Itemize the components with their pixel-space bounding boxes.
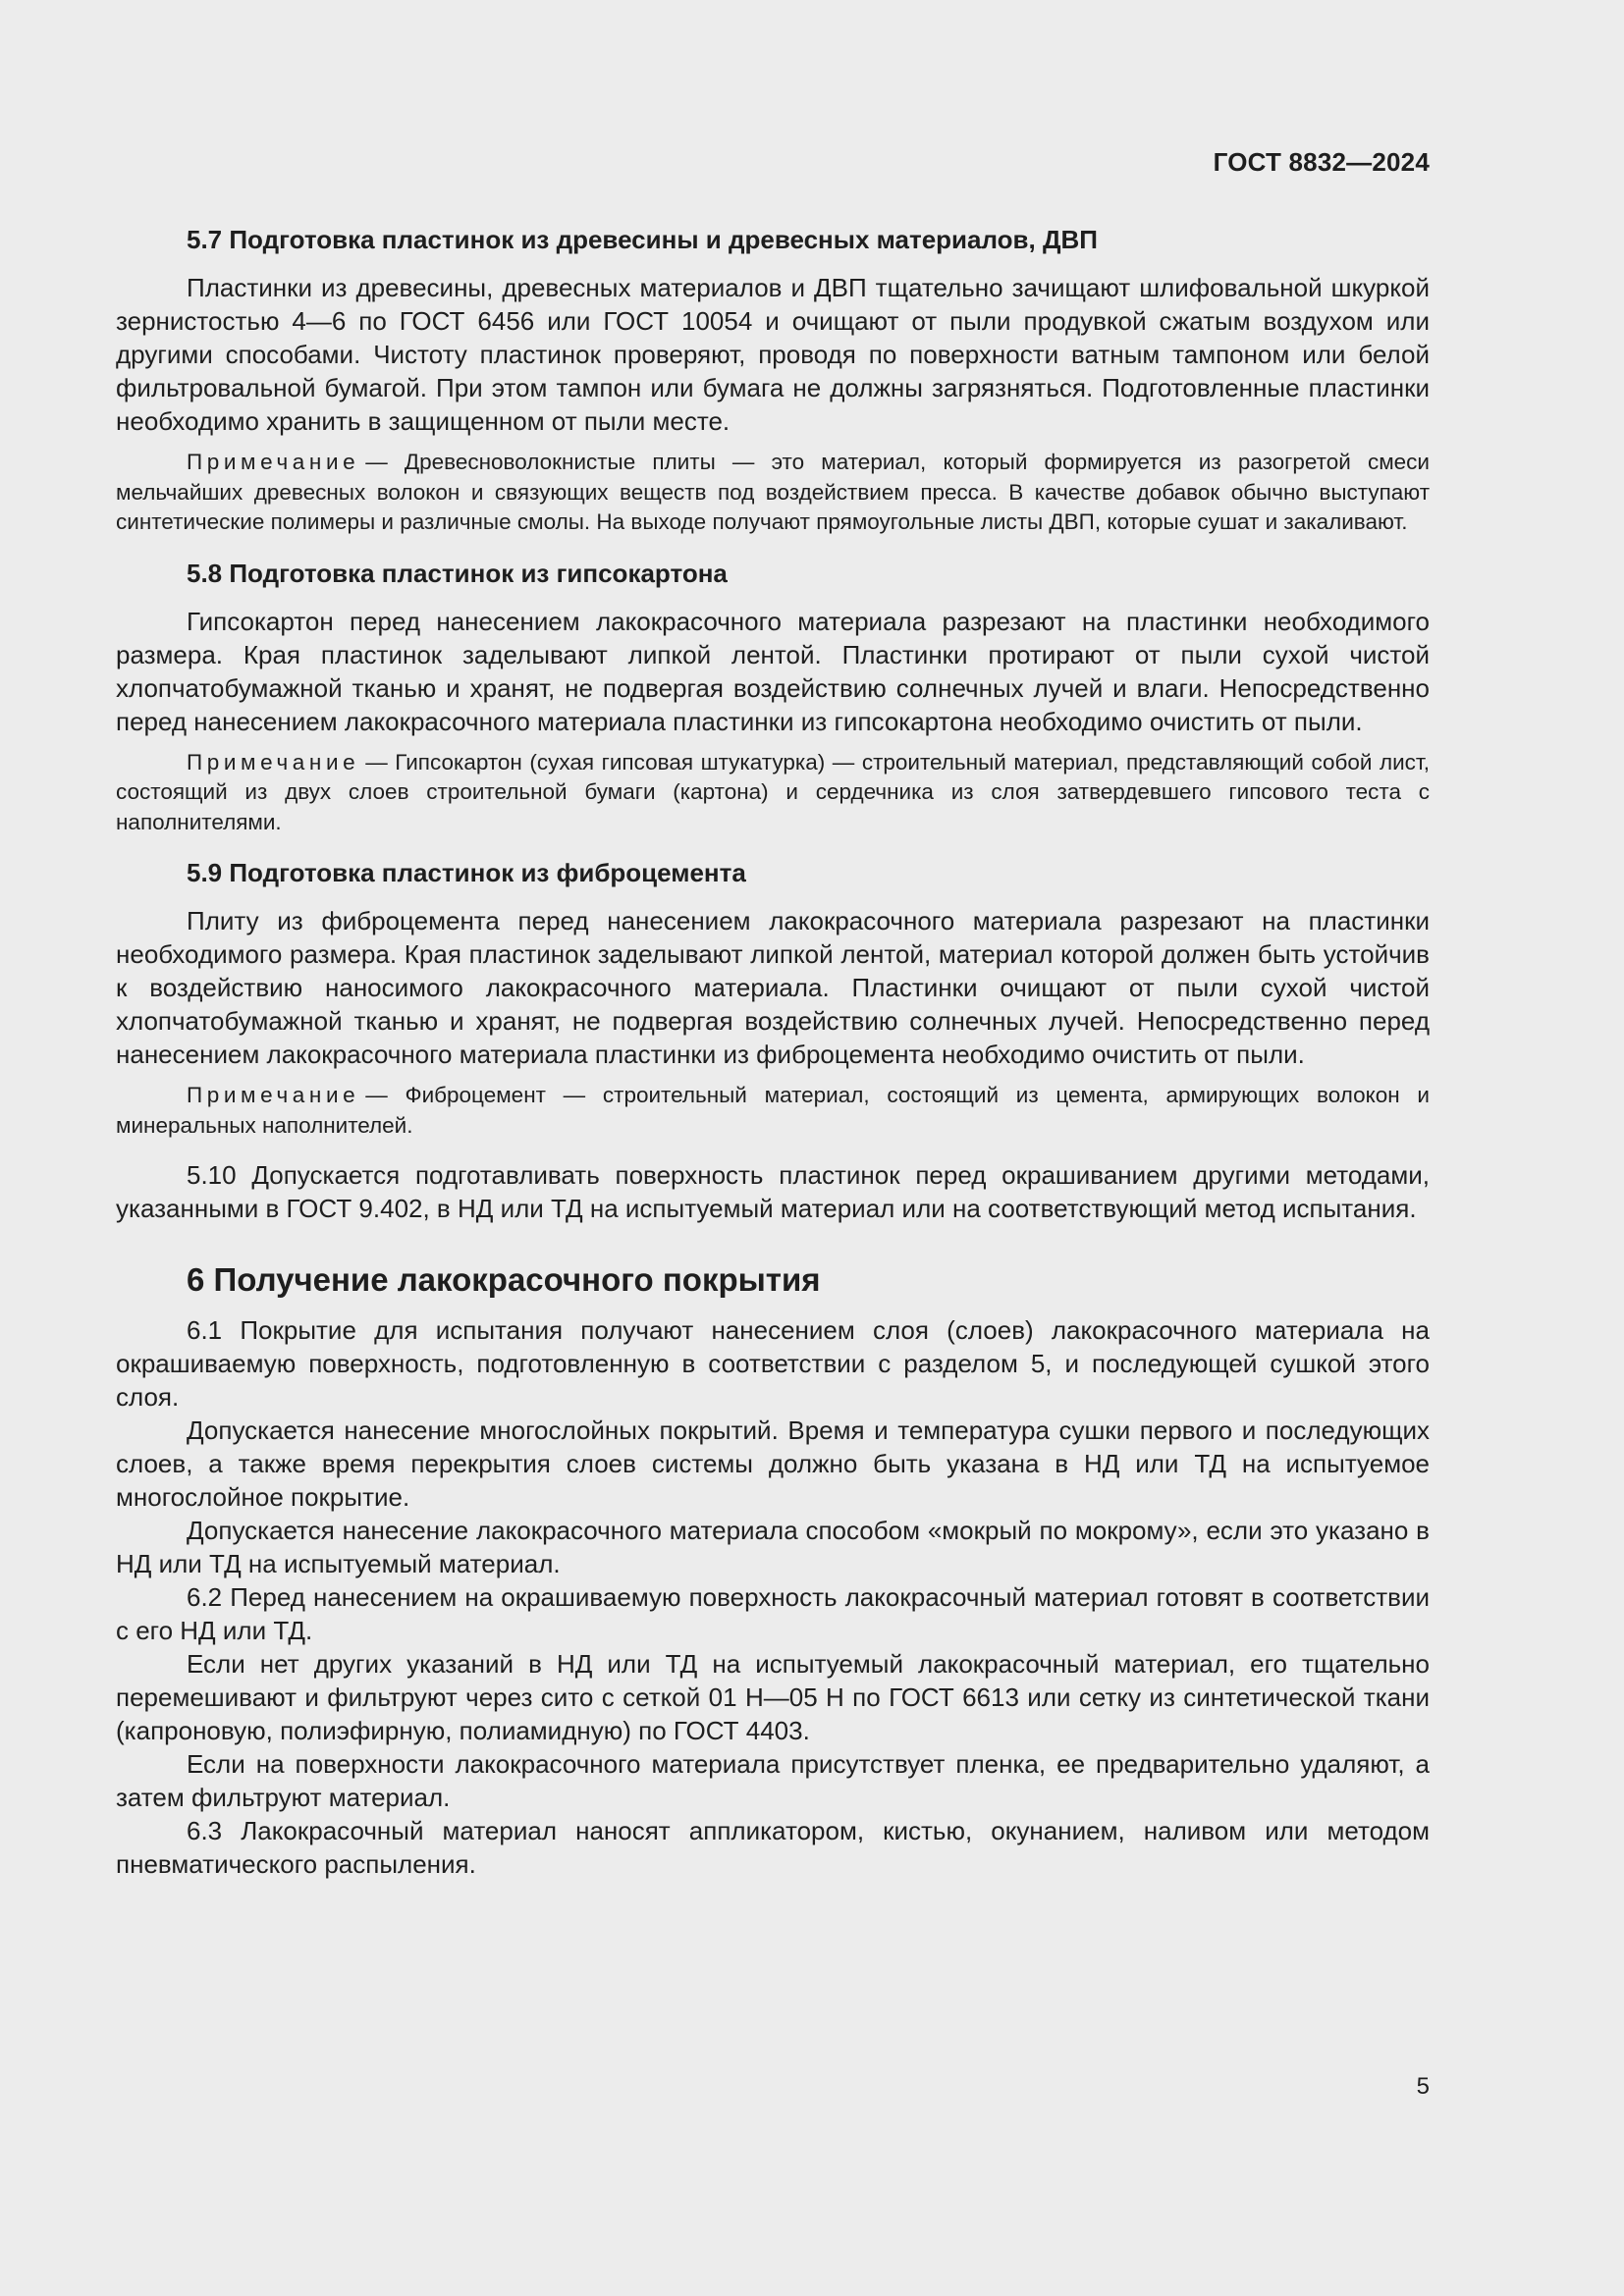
section-5-7-title: 5.7 Подготовка пластинок из древесины и древесных материалов, ДВП [187, 225, 1098, 254]
note-text: — Древесноволокнистые плиты — это материал, который формируется из разогретой смеси мельчайших древесных волокон и связующих веществ под воздействием пресса. В качестве добавок обычно выступают синтетические полимеры и различные смолы. На выходе получают прямоугольные листы ДВП, которые сушат и закаливают. [116, 450, 1430, 534]
section-6-2-text: 6.2 Перед нанесением на окрашиваемую поверхность лакокрасочный материал готовят в соответствии с его НД или ТД. [116, 1582, 1430, 1645]
section-5-8-text: Гипсокартон перед нанесением лакокрасочного материала разрезают на пластинки необходимого размера. Края пластинок заделывают липкой лентой. Пластинки протирают от пыли сухой чистой хлопчатобумажной тканью и хранят, не подвергая воздействию солнечных лучей и влаги. Непосредственно перед нанесением лакокрасочного материала пластинки из гипсокартона необходимо очистить от пыли. [116, 606, 1430, 736]
section-6-title: 6 Получение лакокрасочного покрытия [187, 1261, 821, 1298]
section-6-1-text: 6.1 Покрытие для испытания получают нанесением слоя (слоев) лакокрасочного материала на окрашиваемую поверхность, подготовленную в соответствии с разделом 5, и последующей сушкой этого слоя. [116, 1315, 1430, 1412]
section-6-2-paragraph-3: Если на поверхности лакокрасочного материала присутствует пленка, ее предварительно удаляют, а затем фильтруют материал. [116, 1749, 1430, 1812]
section-5-10-text: 5.10 Допускается подготавливать поверхность пластинок перед окрашиванием другими методами, указанными в ГОСТ 9.402, в НД или ТД на испытуемый материал или на соответствующий метод испытания. [116, 1160, 1430, 1223]
section-5-9-note [116, 1081, 1430, 1141]
section-5-8-note [116, 748, 1430, 838]
note-label: Примечание [187, 749, 360, 774]
section-5-9-title: 5.9 Подготовка пластинок из фиброцемента [187, 858, 746, 887]
page-number: 5 [1416, 2073, 1430, 2100]
note-label: Примечание [187, 1083, 360, 1107]
section-5-7-note [116, 448, 1430, 538]
section-5-7-text: Пластинки из древесины, древесных материалов и ДВП тщательно зачищают шлифовальной шкуркой зернистостью 4—6 по ГОСТ 6456 или ГОСТ 10054 и очищают от пыли продувкой сжатым воздухом или другими способами. Чистоту пластинок проверяют, проводя по поверхности ватным тампоном или белой фильтровальной бумагой. При этом тампон или бумага не должны загрязняться. Подготовленные пластинки необходимо хранить в защищенном от пыли месте. [116, 273, 1430, 436]
section-6-2-paragraph-2: Если нет других указаний в НД или ТД на испытуемый лакокрасочный материал, его тщательно перемешивают и фильтруют через сито с сеткой 01 Н—05 Н по ГОСТ 6613 или сетку из синтетической ткани (капроновую, полиэфирную, полиамидную) по ГОСТ 4403. [116, 1649, 1430, 1745]
note-text: — Фиброцемент — строительный материал, состоящий из цемента, армирующих волокон и минеральных наполнителей. [116, 1083, 1430, 1138]
section-6-1-paragraph-3: Допускается нанесение лакокрасочного материала способом «мокрый по мокрому», если это указано в НД или ТД на испытуемый материал. [116, 1516, 1430, 1578]
section-6-1-paragraph-2: Допускается нанесение многослойных покрытий. Время и температура сушки первого и последующих слоев, а также время перекрытия слоев системы должно быть указана в НД или ТД на испытуемое многослойное покрытие. [116, 1415, 1430, 1512]
document-page [116, 0, 1430, 2296]
section-5-9-text: Плиту из фиброцемента перед нанесением лакокрасочного материала разрезают на пластинки необходимого размера. Края пластинок заделывают липкой лентой, материал которой должен быть устойчив к воздействию наносимого лакокрасочного материала. Пластинки очищают от пыли сухой чистой хлопчатобумажной тканью и хранят, не подвергая воздействию солнечных лучей. Непосредственно перед нанесением лакокрасочного материала пластинки из фиброцемента необходимо очистить от пыли. [116, 906, 1430, 1069]
section-5-8-title: 5.8 Подготовка пластинок из гипсокартона [187, 558, 728, 588]
note-text: — Гипсокартон (сухая гипсовая штукатурка) — строительный материал, представляющий собой лист, состоящий из двух слоев строительной бумаги (картона) и сердечника из слоя затвердевшего гипсового теста с наполнителями. [116, 749, 1430, 834]
document-id-header: ГОСТ 8832—2024 [1213, 147, 1430, 177]
document-body [116, 222, 1430, 1881]
section-6-3-text: 6.3 Лакокрасочный материал наносят аппликатором, кистью, окунанием, наливом или методом пневматического распыления. [116, 1816, 1430, 1879]
note-label: Примечание [187, 450, 360, 474]
